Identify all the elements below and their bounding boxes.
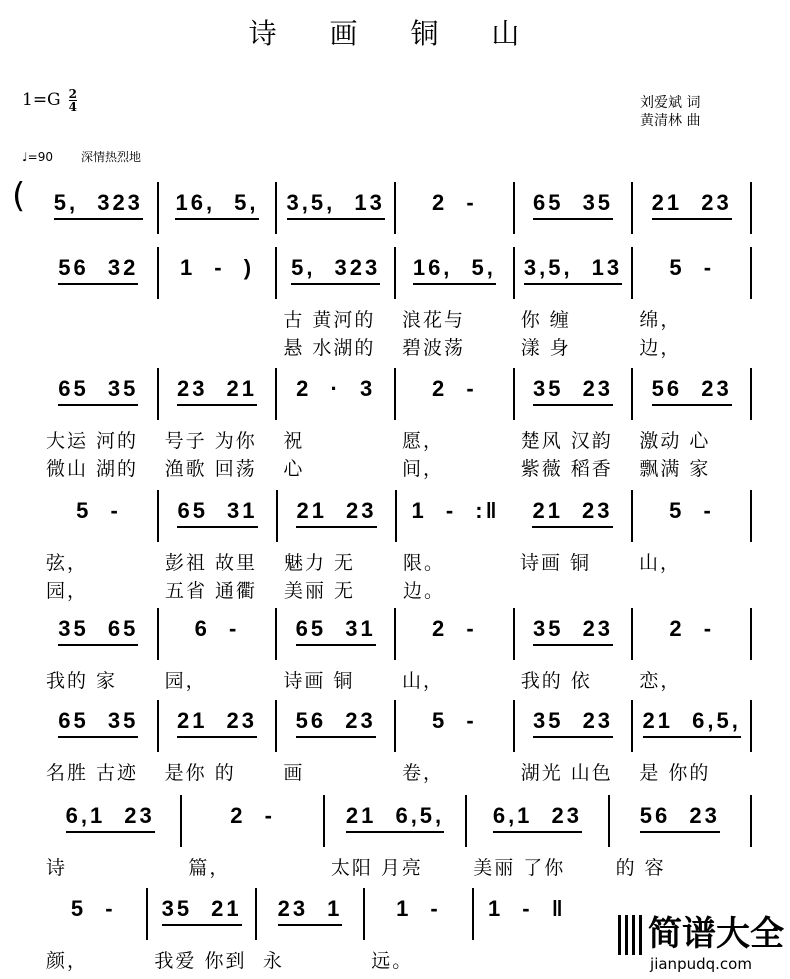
lyric: 边。 [403, 580, 446, 602]
measure-notes [277, 368, 394, 420]
lyric: 永 [262, 950, 284, 972]
lyric: 诗画 铜 [283, 670, 355, 692]
measure-notes [633, 368, 750, 420]
note-text: 6 - [194, 616, 240, 641]
measure [40, 795, 182, 879]
logo-url: jianpudq.com [650, 955, 752, 973]
measure-notes [633, 608, 750, 660]
lyric: 五省 通衢 [165, 580, 258, 602]
lyric: 绵， [639, 309, 682, 331]
lyric: 浪花与 [402, 309, 466, 331]
measure [633, 368, 752, 480]
measure [633, 608, 752, 692]
lyric: 太阳 月亮 [330, 857, 423, 879]
lyric: 心 [283, 458, 305, 480]
measure [159, 247, 278, 299]
lyric: 是 你的 [639, 762, 711, 784]
note-text: 56 32 [58, 255, 138, 285]
measure [40, 700, 159, 784]
time-top: 2 [68, 87, 77, 101]
lyric: 恋， [639, 670, 682, 692]
note-text: 2 - [432, 616, 477, 641]
measure-notes [277, 608, 394, 660]
note-text: 6,1 23 [66, 803, 155, 833]
measure-notes [40, 795, 180, 847]
time-bottom: 4 [68, 100, 77, 114]
lyric: 画 [283, 762, 305, 784]
measure [515, 700, 634, 784]
measure-notes [633, 490, 750, 542]
note-text: 65 31 [296, 616, 376, 646]
measure [278, 490, 397, 602]
measure-notes [40, 700, 157, 752]
note-text: 56 23 [652, 376, 732, 406]
score-row [12, 176, 752, 234]
lyric: 限。 [403, 552, 446, 574]
note-text: 65 35 [533, 190, 613, 220]
measure-notes [159, 247, 276, 299]
measure [467, 795, 609, 879]
lyric: 湖光 山色 [520, 762, 613, 784]
measure-notes [467, 795, 607, 847]
note-text: 2 - [432, 376, 477, 401]
note-text: 21 23 [532, 498, 612, 528]
lyric: 园， [164, 670, 207, 692]
measure-notes [515, 247, 632, 299]
note-text: 35 21 [162, 896, 242, 926]
lyric: 你 缠 [520, 309, 571, 331]
note-text: 3,5, 13 [287, 190, 385, 220]
lyric: 碧波荡 [402, 337, 466, 359]
measure-notes [396, 247, 513, 299]
note-text: 23 21 [177, 376, 257, 406]
measure [396, 700, 515, 784]
lyric: 弦， [46, 552, 89, 574]
measure-notes [397, 490, 514, 542]
measure [474, 888, 580, 940]
lyric: 远。 [371, 950, 414, 972]
lyric: 我的 家 [46, 670, 118, 692]
note-text: 3,5, 13 [524, 255, 622, 285]
lyric: 边， [639, 337, 682, 359]
measure-notes [325, 795, 465, 847]
measure-notes [610, 795, 750, 847]
lyric: 渔歌 回荡 [164, 458, 257, 480]
note-text: 21 23 [296, 498, 376, 528]
measure [40, 888, 148, 972]
measure [159, 608, 278, 692]
measure [40, 247, 159, 299]
note-text: 16, 5, [175, 190, 258, 220]
expression: 深情热烈地 [80, 150, 141, 164]
measure-notes [396, 182, 513, 234]
measure [159, 182, 278, 234]
score-row [40, 888, 580, 972]
measure [325, 795, 467, 879]
measure [257, 888, 365, 972]
lyric: 激动 心 [639, 430, 711, 452]
measure-notes [515, 608, 632, 660]
lyric: 我的 依 [520, 670, 592, 692]
measure [40, 182, 159, 234]
tempo: ♩=90 [22, 150, 53, 164]
key: 1=G [22, 90, 61, 110]
measure-notes [159, 368, 276, 420]
measure-notes [257, 888, 363, 940]
lyric: 是你 的 [164, 762, 236, 784]
lyric: 名胜 古迹 [46, 762, 139, 784]
measure [365, 888, 473, 972]
lyric: 卷， [402, 762, 445, 784]
note-text: 2 - [230, 803, 275, 828]
measure [40, 490, 159, 602]
measure [515, 247, 634, 359]
note-text: 65 31 [177, 498, 257, 528]
lyric: 紫薇 稻香 [520, 458, 613, 480]
measure [633, 490, 752, 574]
measure-notes [182, 795, 322, 847]
measure-notes [40, 490, 157, 542]
lyric: 诗画 铜 [520, 552, 592, 574]
measure [396, 368, 515, 480]
measure [277, 247, 396, 359]
note-text: 65 35 [58, 376, 138, 406]
note-text: 35 23 [533, 616, 613, 646]
note-text: 56 23 [296, 708, 376, 738]
score-row [40, 608, 752, 692]
lyric: 山， [402, 670, 445, 692]
note-text: 2 - [432, 190, 477, 215]
measure-notes [159, 490, 276, 542]
measure-notes [159, 182, 276, 234]
measure [277, 700, 396, 784]
measure-notes [277, 182, 394, 234]
note-text: 23 1 [278, 896, 343, 926]
lyric: 漾 身 [520, 337, 571, 359]
measure-notes [277, 700, 394, 752]
lyric: 号子 为你 [164, 430, 257, 452]
note-text: 35 23 [533, 376, 613, 406]
measure [633, 700, 752, 784]
measure [159, 368, 278, 480]
piano-icon [618, 915, 644, 955]
measure-notes [515, 700, 632, 752]
measure [610, 795, 752, 879]
measure [159, 490, 278, 602]
note-text: 21 6,5, [346, 803, 444, 833]
lyricist: 刘爱斌 词 [640, 95, 701, 111]
note-text: 1 - :‖ [411, 498, 500, 523]
measure [633, 182, 752, 234]
note-text: 56 23 [640, 803, 720, 833]
lyric: 我爱 你到 [154, 950, 247, 972]
measure [148, 888, 256, 972]
note-text: 5, 323 [291, 255, 380, 285]
note-text: 16, 5, [413, 255, 496, 285]
note-text: 1 - ) [179, 255, 255, 280]
note-text: 35 65 [58, 616, 138, 646]
lyric: 园， [46, 580, 89, 602]
repeat-paren: ( [12, 176, 26, 216]
lyric: 山， [639, 552, 682, 574]
note-text: 2 · 3 [296, 376, 376, 401]
composer: 黄清林 曲 [640, 113, 701, 129]
note-text: 5 - [76, 498, 121, 523]
note-text: 5 - [432, 708, 477, 733]
measure-notes [474, 888, 580, 940]
measure [396, 247, 515, 359]
note-text: 6,1 23 [493, 803, 582, 833]
lyric: 美丽 了你 [473, 857, 566, 879]
lyric: 彭祖 故里 [165, 552, 258, 574]
note-text: 21 6,5, [643, 708, 741, 738]
measure-notes [515, 368, 632, 420]
note-text: 35 23 [533, 708, 613, 738]
measure [159, 700, 278, 784]
song-title: 诗 画 铜 山 [248, 17, 542, 50]
score-row [40, 368, 752, 480]
measure [277, 182, 396, 234]
score-row [40, 247, 752, 359]
measure [633, 247, 752, 359]
measure [515, 608, 634, 692]
score-row [40, 490, 752, 602]
lyric: 的 容 [615, 857, 666, 879]
lyric: 悬 水湖的 [283, 337, 376, 359]
tempo-marking [22, 148, 141, 165]
measure [397, 490, 514, 602]
measure-notes [365, 888, 471, 940]
score-row [40, 795, 752, 879]
measure-notes [278, 490, 395, 542]
measure [40, 368, 159, 480]
lyric: 飘满 家 [639, 458, 711, 480]
note-text: 5 - [669, 255, 715, 280]
note-text: 5, 323 [54, 190, 143, 220]
time-signature [69, 88, 77, 113]
measure-notes [148, 888, 254, 940]
measure-notes [633, 182, 750, 234]
measure [40, 608, 159, 692]
measure-notes [515, 182, 632, 234]
lyric: 美丽 无 [284, 580, 356, 602]
measure-notes [159, 700, 276, 752]
note-text: 65 35 [58, 708, 138, 738]
note-text: 2 - [669, 616, 715, 641]
measure-notes [396, 368, 513, 420]
note-text: 21 23 [652, 190, 732, 220]
lyric: 祝 [283, 430, 305, 452]
measure-notes [40, 247, 157, 299]
measure-notes [40, 608, 157, 660]
measure [514, 490, 633, 574]
lyric: 微山 湖的 [46, 458, 139, 480]
measure [396, 182, 515, 234]
note-text: 5 - [70, 896, 116, 921]
measure-notes [396, 608, 513, 660]
note-text: 21 23 [177, 708, 257, 738]
measure [396, 608, 515, 692]
lyric: 篇， [188, 857, 231, 879]
note-text: 5 - [669, 498, 714, 523]
measure-notes [40, 182, 157, 234]
credits [640, 94, 700, 130]
lyric: 诗 [46, 857, 68, 879]
note-text: 1 - [396, 896, 441, 921]
measure-notes [514, 490, 631, 542]
measure [182, 795, 324, 879]
measure [515, 182, 634, 234]
logo-name: 简谱大全 [648, 913, 784, 954]
key-signature [22, 88, 77, 113]
measure-notes [40, 888, 146, 940]
lyric: 古 黄河的 [283, 309, 376, 331]
measure-notes [633, 247, 750, 299]
lyric: 愿， [402, 430, 445, 452]
measure [515, 368, 634, 480]
measure-notes [396, 700, 513, 752]
lyric: 颜， [46, 950, 89, 972]
lyric: 大运 河的 [46, 430, 139, 452]
lyric: 间， [402, 458, 445, 480]
measure [277, 368, 396, 480]
measure-notes [277, 247, 394, 299]
score-row [40, 700, 752, 784]
site-logo [618, 906, 784, 974]
note-text: 1 - ‖ [487, 896, 566, 921]
measure-notes [159, 608, 276, 660]
measure-notes [633, 700, 750, 752]
measure [277, 608, 396, 692]
lyric: 魅力 无 [284, 552, 356, 574]
lyric: 楚风 汉韵 [520, 430, 613, 452]
measure-notes [40, 368, 157, 420]
